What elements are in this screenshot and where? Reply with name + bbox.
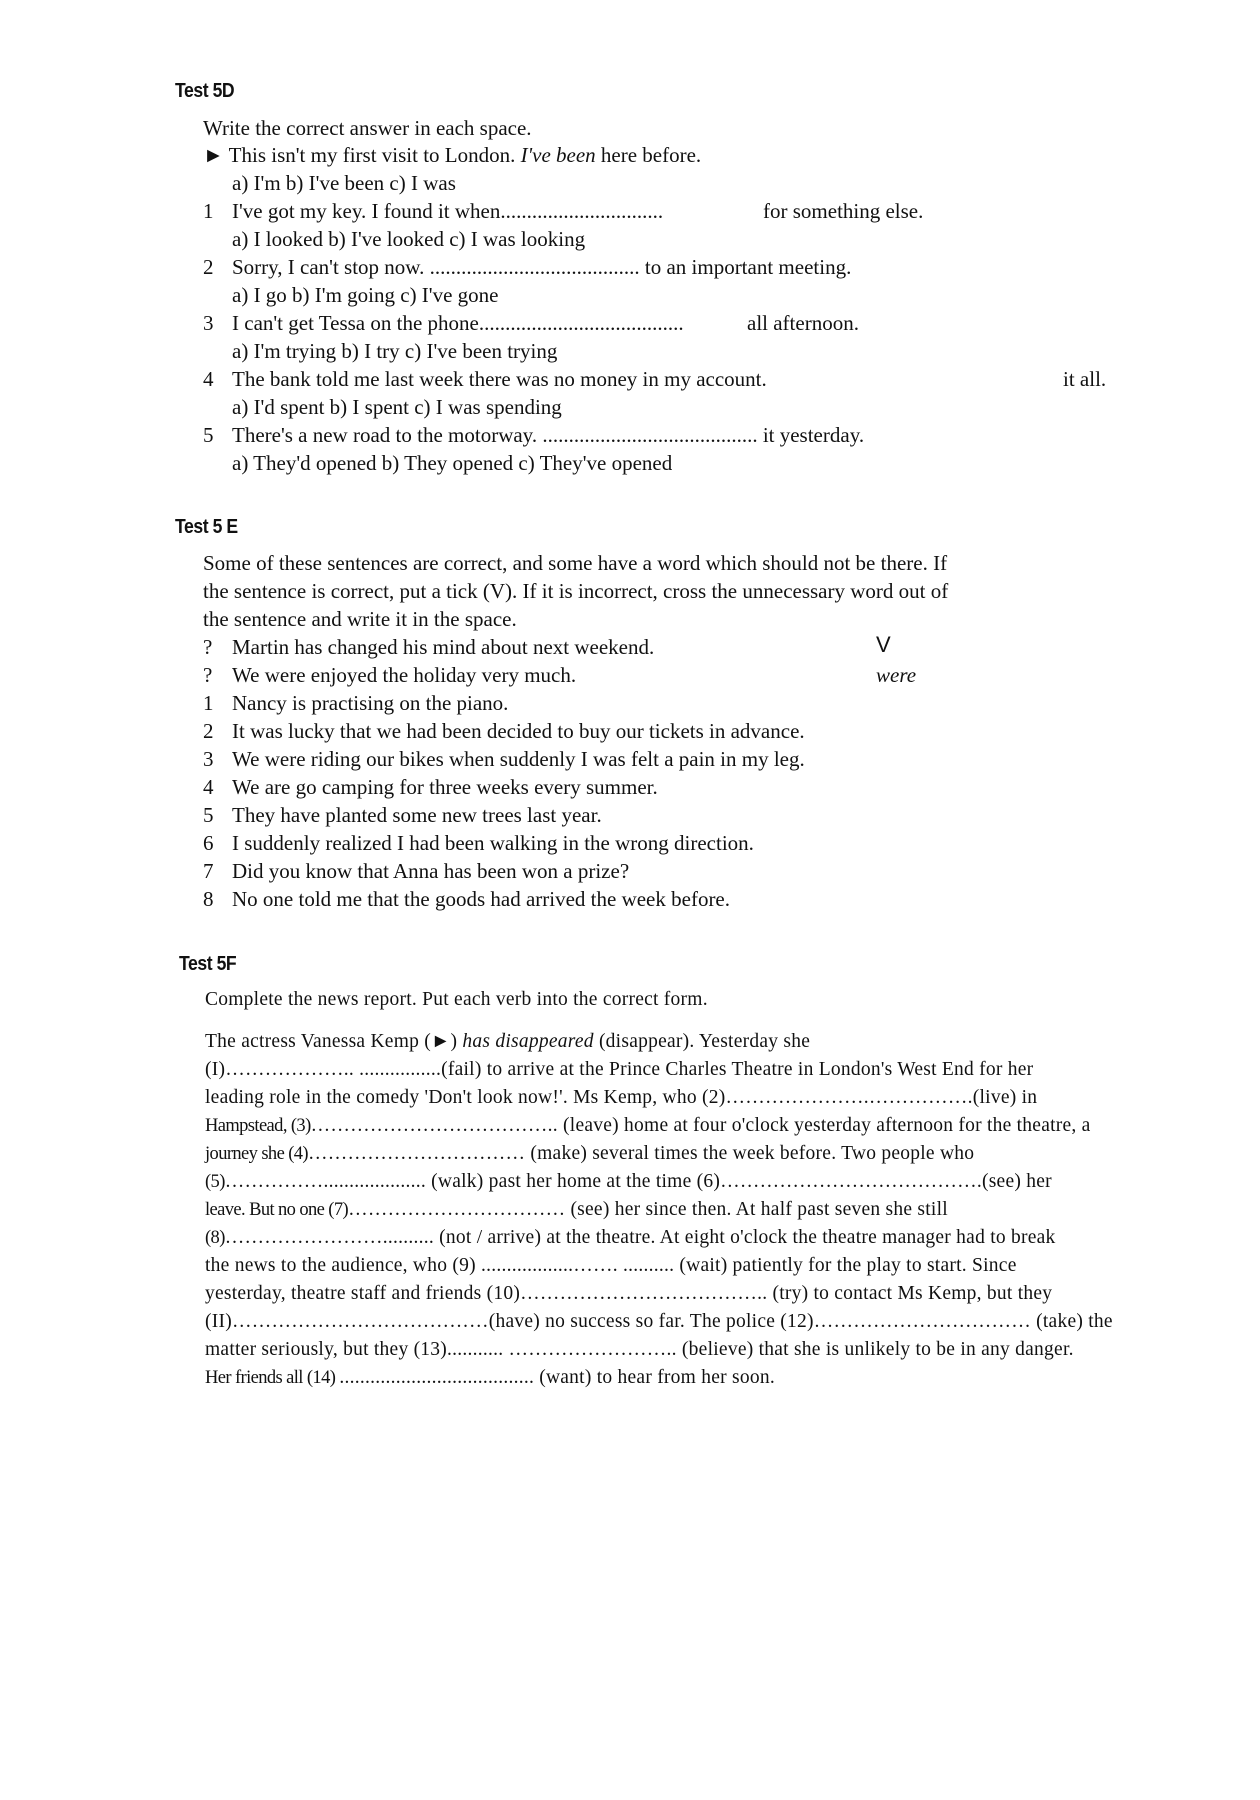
item-number: 2 [203,719,214,743]
sentence-text: We were riding our bikes when suddenly I was felt a pain in my leg. [232,747,805,771]
story-line [205,1198,948,1222]
item-number: 5 [203,803,214,827]
answer-options: a) They'd opened b) They opened c) They've opened [232,451,673,475]
story-text: …………………………… (make) several times the week before. Two people who [308,1143,975,1164]
test-5f-instruction: Complete the news report. Put each verb into the correct form. [205,989,708,1010]
test-5d-example [203,143,701,167]
sentence-text: It was lucky that we had been decided to buy our tickets in advance. [232,719,805,743]
story-line: (I)……………….. ................(fail) to arrive at the Prince Charles Theatre in London's West End for her [205,1059,1034,1080]
story-text: journey she (4) [205,1144,308,1164]
item-number: 8 [203,887,214,911]
sentence-text: Did you know that Anna has been won a prize? [232,859,630,883]
test-5f-heading: Test 5F [179,953,237,975]
item-number: 7 [203,859,214,883]
story-example-answer: has disappeared [462,1031,594,1052]
test-5e-instruction-line: the sentence and write it in the space. [203,607,517,631]
question-text-end: it all. [1063,367,1107,391]
story-text: ……………………………….. (leave) home at four o'clock yesterday afternoon for the theatre, a [310,1115,1091,1136]
example-sentence-start: This isn't my first visit to London. [228,143,516,167]
sentence-text: We are go camping for three weeks every summer. [232,775,658,799]
story-text: ...................................... (want) to hear from her soon. [339,1367,775,1388]
story-line: the news to the audience, who (9) ..................……. .......... (wait) patiently for the play to start. Since [205,1255,1017,1276]
test-5d-instruction: Write the correct answer in each space. [203,116,532,140]
question-text: Sorry, I can't stop now. ........................................ to an important meeting. [232,255,852,279]
example-arrow-icon: ► [203,143,224,167]
example-answer: I've been [520,143,596,167]
test-5e-instruction-line: Some of these sentences are correct, and some have a word which should not be there. If [203,551,948,575]
question-text-end: all afternoon. [747,311,859,335]
story-text: …………………….......... (not / arrive) at the theatre. At eight o'clock the theatre manager had to break [224,1227,1056,1248]
item-number: 4 [203,367,214,391]
example-options: a) I'm b) I've been c) I was [232,171,456,195]
sentence-text: They have planted some new trees last year. [232,803,602,827]
item-number: 2 [203,255,214,279]
story-text: leave. But no one (7) [205,1200,349,1220]
story-line [205,1170,1052,1194]
answer-options: a) I'd spent b) I spent c) I was spending [232,395,562,419]
answer-options: a) I looked b) I've looked c) I was looking [232,227,586,251]
question-text: The bank told me last week there was no money in my account. [232,367,767,391]
example-sentence-end: here before. [600,143,702,167]
story-line: (II)…………………………………(have) no success so far. The police (12)…………………………… (take) the [205,1311,1113,1332]
item-number: 1 [203,691,214,715]
item-number: 3 [203,747,214,771]
example-marker: ? [203,635,213,659]
question-text: There's a new road to the motorway. ......................................... it yesterday. [232,423,865,447]
item-number: 6 [203,831,214,855]
story-line: leading role in the comedy 'Don't look now!'. Ms Kemp, who (2)………………….…………….(live) in [205,1087,1038,1108]
test-5e-instruction-line: the sentence is correct, put a tick (V). If it is incorrect, cross the unnecessary word out of [203,579,949,603]
story-text: (disappear). Yesterday she [593,1031,811,1052]
story-text: …………………………… (see) her since then. At half past seven she still [348,1199,948,1220]
sentence-text: I suddenly realized I had been walking in the wrong direction. [232,831,754,855]
sentence-text: No one told me that the goods had arrived the week before. [232,887,731,911]
item-number: 3 [203,311,214,335]
tick-answer: V [876,632,891,657]
story-text: Hampstead, (3) [205,1116,311,1136]
sentence-text: Nancy is practising on the piano. [232,691,509,715]
answer-options: a) I'm trying b) I try c) I've been trying [232,339,558,363]
story-line [205,1226,1056,1250]
answer-options: a) I go b) I'm going c) I've gone [232,283,499,307]
story-text: (5) [205,1172,225,1192]
story-text: (8) [205,1228,225,1248]
story-line: yesterday, theatre staff and friends (10)……………………………….. (try) to contact Ms Kemp, but they [205,1283,1053,1304]
test-5d-heading: Test 5D [175,80,235,102]
item-number: 1 [203,199,214,223]
example-marker: ? [203,663,213,687]
question-text-end: for something else. [763,199,924,223]
story-text: The actress Vanessa Kemp (►) [205,1031,463,1052]
example-answer-word: were [876,663,917,687]
story-line [205,1030,810,1054]
example-sentence: We were enjoyed the holiday very much. [232,663,577,687]
test-5e-heading: Test 5 E [175,516,238,538]
item-number: 5 [203,423,214,447]
question-text: I've got my key. I found it when............................... [232,199,664,223]
story-text: Her friends all (14) [205,1368,340,1388]
story-line [205,1366,775,1390]
story-line: matter seriously, but they (13)........... …………………….. (believe) that she is unlikely to be in any danger. [205,1339,1074,1360]
example-sentence: Martin has changed his mind about next weekend. [232,635,655,659]
question-text: I can't get Tessa on the phone....................................... [232,311,684,335]
story-line [205,1114,1091,1138]
story-text: …………….................... (walk) past her home at the time (6)………………………………….(see) her [224,1171,1052,1192]
story-line [205,1142,974,1166]
item-number: 4 [203,775,214,799]
